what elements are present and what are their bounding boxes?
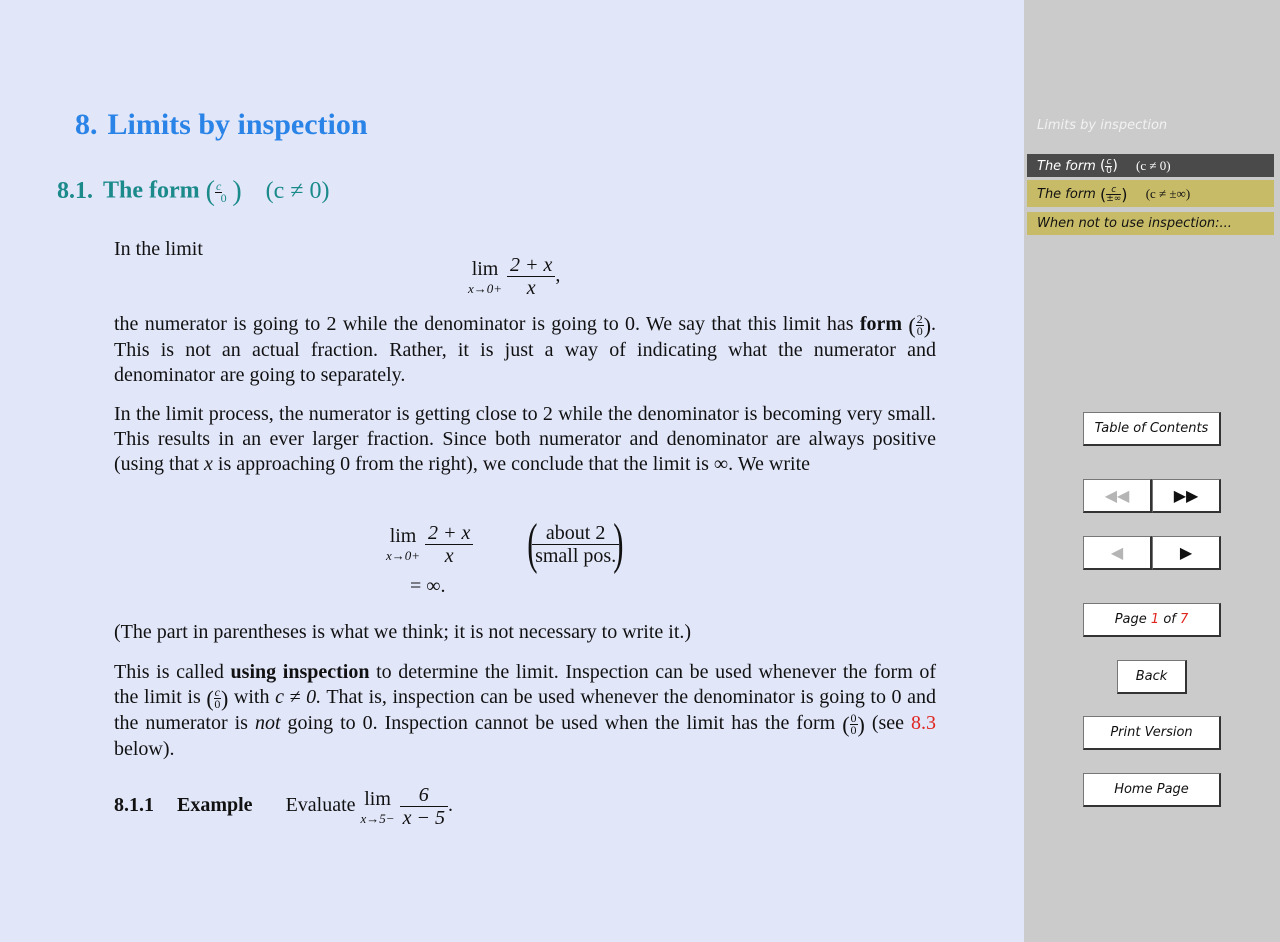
double-right-arrow-icon: ▶▶ (1173, 486, 1199, 505)
para5-text-5: going to 0. Inspection cannot be used when the limit has the form (287, 711, 836, 734)
frac-denominator: x − 5 (402, 807, 445, 829)
example-label: Example (177, 794, 253, 817)
back-button[interactable] (1117, 660, 1187, 694)
sidebar-item-form-cinf[interactable]: The form ( $\frac{c}{\pm\infty}$ ) (c ≠ ±∞) (1027, 180, 1274, 207)
sidebar-item-when-not[interactable] (1027, 212, 1274, 235)
page-total: 7 (1180, 612, 1189, 627)
cond-c: c ≠ 0. (275, 686, 322, 708)
section-title (75, 108, 368, 142)
page-indicator[interactable] (1083, 603, 1221, 637)
display-limit-2: lim x→0+ $\frac{2 + x}{x}$ ( $\frac{\text{about 2}}{\text{small pos.}}$ ) (386, 513, 624, 575)
example-8-1-1 (114, 784, 453, 829)
lim-word: lim (471, 257, 499, 280)
para3-text-2: is approaching 0 from the right), we conclude that the limit is ∞. We write (217, 453, 811, 475)
subsection-number: 8.1. (57, 177, 93, 204)
prev-page-button[interactable] (1083, 536, 1152, 570)
inspection-frac-num: c (214, 684, 220, 699)
toc-frac-den: ±∞ (1106, 194, 1122, 204)
toc-label: When not to use inspection:... (1037, 216, 1232, 231)
para5-text-3: with (233, 686, 270, 708)
form-frac-num: 2 (916, 311, 923, 326)
toc-cond: (c ≠ 0) (1136, 158, 1171, 173)
subsection-title-text: The form (103, 177, 200, 204)
display-limit-1 (468, 254, 560, 299)
lim-subscript: x→5− (360, 810, 395, 826)
subsection-frac-num: c (215, 178, 222, 193)
section-number: 8. (75, 108, 98, 141)
display-result (410, 575, 446, 598)
toc-button[interactable] (1083, 412, 1221, 446)
print-label: Print Version (1110, 725, 1193, 740)
frac-numerator: 6 (400, 784, 448, 807)
using-inspection-bold: using inspection (230, 661, 370, 683)
result-text: = ∞. (410, 575, 446, 597)
not-italic: not (254, 711, 281, 734)
lim-word: lim (364, 787, 391, 810)
next-page-button[interactable] (1152, 536, 1221, 570)
home-label: Home Page (1114, 782, 1189, 797)
para5-text-4: That is, inspection can be used whenever the denominator is going to 0 and the numerator is (114, 686, 937, 734)
last-page-button[interactable] (1152, 479, 1221, 513)
back-label: Back (1135, 669, 1168, 684)
para-process (114, 402, 936, 477)
section-title-text: Limits by inspection (107, 108, 368, 141)
intro-text: In the limit (114, 238, 203, 260)
sidebar-title[interactable]: Limits by inspection (1037, 118, 1168, 133)
ref-link-8-3[interactable]: 8.3 (911, 711, 937, 734)
lim-subscript: x→0+ (468, 280, 503, 296)
example-text: Evaluate (285, 794, 356, 817)
toc-label: The form (1037, 187, 1096, 202)
toc-frac-den: 0 (1106, 166, 1112, 176)
toc-frac-num: c (1106, 186, 1121, 195)
first-page-button[interactable] (1083, 479, 1152, 513)
subsection-frac-den: 0 (220, 190, 227, 205)
para5-text-1: This is called (114, 661, 224, 683)
para-form: the numerator is going to 2 while the denominator is going to 0. We say that this limit has form ( $\frac{2}{0}$ ). This is not an actual fraction. Rather, it is just a way of indicating what the numerator and denominator are going to separately. (114, 311, 937, 386)
double-left-arrow-icon: ◀◀ (1104, 486, 1130, 505)
para2-text-1: the numerator is going to 2 while the denominator is going to 0. We say that this limit has (114, 313, 854, 335)
note-denominator: small pos. (535, 544, 617, 567)
para5-see: (see (871, 711, 905, 734)
form-frac-den: 0 (916, 323, 923, 338)
zero-frac-num: 0 (850, 710, 857, 725)
page-of: of (1163, 612, 1176, 627)
lim-word: lim (389, 525, 417, 547)
para5-below: below). (114, 737, 175, 760)
subsection-condition: (c ≠ 0) (265, 177, 330, 204)
frac-denominator: x (526, 277, 536, 299)
note-numerator: about 2 (532, 522, 619, 545)
toc-label: The form (1037, 159, 1096, 174)
print-version-button[interactable] (1083, 716, 1221, 750)
para-inspection: This is called using inspection to determine the limit. Inspection can be used whenever the form of the limit is ( $\frac{c}{0}$ ) with c ≠ 0. That is, inspection can be used whenever the denominator is going to 0 and the numerator is not going to 0. Inspection cannot be used when the limit has the form ( $\frac{0}{0}$ ) (see 8.3 below). (114, 661, 937, 760)
note-text: (The part in parentheses is what we think; it is not necessary to write it.) (114, 621, 692, 643)
para2-text-2: . This is not an actual fraction. Rather, it is just a way of indicating what the numerator and denominator are going to separately. (114, 313, 937, 386)
example-trail: . (447, 794, 453, 817)
home-page-button[interactable] (1083, 773, 1221, 807)
form-word: form (859, 313, 903, 335)
frac-denominator: x (444, 544, 454, 567)
toc-button-label: Table of Contents (1094, 421, 1209, 436)
sidebar-item-form-c0[interactable]: The form ( $\frac{c}{0}$ ) (c ≠ 0) (1027, 154, 1274, 177)
para3-text-1: In the limit process, the numerator is getting close to 2 while the denominator is becoming very small. This results in an ever larger fraction. Since both numerator and denominator are always positive (using that (114, 403, 936, 475)
page-current: 1 (1150, 612, 1160, 627)
para5-text-2: to determine the limit. Inspection can be used whenever the form of the limit is (114, 661, 937, 708)
zero-frac-den: 0 (850, 722, 857, 737)
toc-cond: (c ≠ ±∞) (1145, 186, 1191, 201)
frac-numerator: 2 + x (425, 522, 473, 545)
example-number: 8.1.1 (114, 794, 154, 817)
inspection-frac-den: 0 (214, 696, 221, 711)
display-trail: , (555, 264, 561, 287)
frac-numerator: 2 + x (507, 254, 555, 277)
var-x: x (204, 453, 213, 475)
toc-frac-num: c (1106, 157, 1112, 167)
page-word: Page (1114, 612, 1147, 627)
para-note (114, 620, 936, 645)
lim-subscript: x→0+ (386, 548, 421, 563)
right-arrow-icon: ▶ (1179, 543, 1193, 562)
subsection-title: 8.1. The form ( $\frac{c}{0}$ ) (c ≠ 0) (57, 176, 330, 207)
left-arrow-icon: ◀ (1110, 543, 1124, 562)
